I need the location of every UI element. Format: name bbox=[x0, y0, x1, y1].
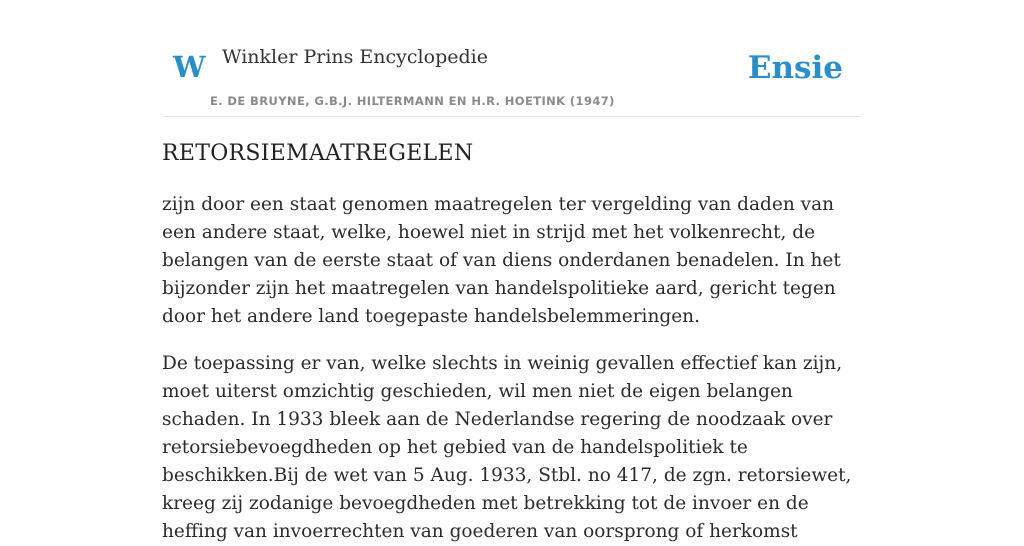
article-title: RETORSIEMAATREGELEN bbox=[162, 141, 474, 166]
winkler-prins-logo[interactable]: W bbox=[173, 50, 206, 84]
site-title[interactable]: Winkler Prins Encyclopedie bbox=[222, 46, 488, 68]
authors-line: E. DE BRUYNE, G.B.J. HILTERMANN EN H.R. HOETINK (1947) bbox=[210, 94, 615, 108]
site-header bbox=[162, 0, 862, 117]
page-container bbox=[162, 0, 862, 546]
article-paragraph-2: De toepassing er van, welke slechts in weinig gevallen effectief kan zijn, moet uiterst omzichtig geschieden, wil men niet de eigen belangen schaden. In 1933 bleek aan de Nederlandse regering de noodzaak over retorsiebevoegdheden op het gebied van de handelspolitiek te beschikken.Bij de wet van 5 Aug. 1933, Stbl. no 417, de zgn. retorsiewet, kreeg zij zodanige bevoegdheden met betrekking tot de invoer en de heffing van invoerrechten van goederen van oorsprong of herkomst bbox=[162, 353, 852, 542]
article-paragraph-1: zijn door een staat genomen maatregelen ter vergelding van daden van een andere staat, welke, hoewel niet in strijd met het volkenrecht, de belangen van de eerste staat of van diens onderdanen benadelen. In het bijzonder zijn het maatregelen van handelspolitieke aard, gericht tegen door het andere land toegepaste handelsbelemmeringen. bbox=[162, 194, 841, 327]
ensie-logo[interactable]: Ensie bbox=[747, 50, 843, 86]
